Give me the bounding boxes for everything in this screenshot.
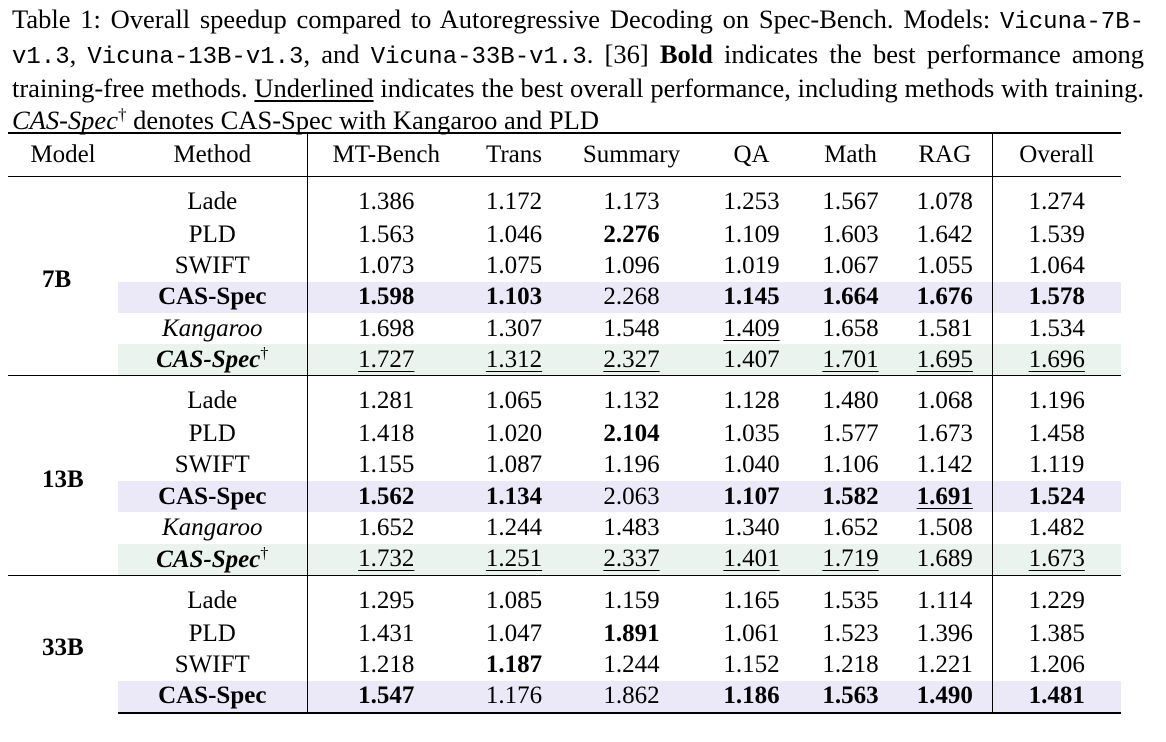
value-cell: 1.658 [822, 314, 879, 342]
table-row [8, 418, 1121, 449]
value-cell: 1.535 [803, 575, 898, 618]
value-cell: 1.159 [563, 575, 700, 618]
table-row [8, 544, 1121, 576]
table-row [8, 344, 1121, 376]
header-cell: Summary [563, 133, 700, 177]
value-cell: 1.132 [563, 376, 700, 419]
value-cell: 1.727 [307, 344, 465, 376]
value-cell: 1.862 [563, 681, 700, 713]
value-cell: 1.046 [485, 220, 543, 248]
value-cell: 1.068 [898, 376, 992, 419]
value-cell: 1.562 [307, 481, 465, 512]
value-cell: 1.035 [723, 420, 780, 448]
value-cell: 1.073 [358, 251, 415, 279]
value-cell: 1.061 [723, 619, 780, 647]
value-cell: 1.696 [992, 344, 1121, 376]
value-cell: 1.142 [898, 450, 992, 481]
value-cell: 1.065 [465, 376, 563, 419]
value-cell: 1.673 [898, 418, 992, 449]
value-cell: 1.186 [700, 681, 803, 713]
value-cell: 1.732 [307, 544, 465, 576]
value-cell: 1.582 [803, 481, 898, 512]
value-cell: 1.523 [822, 619, 879, 647]
value-cell: 1.689 [898, 544, 992, 576]
value-cell: 1.114 [898, 575, 992, 618]
value-cell: 1.176 [465, 681, 563, 713]
value-cell: 1.577 [822, 420, 879, 448]
value-cell: 2.104 [603, 420, 660, 448]
dagger-mark: † [260, 345, 269, 363]
value-cell: 1.173 [603, 188, 660, 215]
value-cell: 1.458 [1028, 420, 1085, 448]
value-cell: 1.244 [485, 514, 543, 542]
table-row [8, 481, 1121, 512]
method-name: Lade [118, 575, 307, 618]
header-cell: Model [8, 133, 118, 177]
method-name: SWIFT [118, 250, 307, 281]
table-row [8, 618, 1121, 649]
value-cell: 1.563 [358, 220, 415, 248]
header-row [8, 133, 1121, 177]
value-cell: 1.691 [898, 481, 992, 512]
value-cell: 1.107 [700, 481, 803, 512]
model-name: Vicuna-7B-v1.3 [12, 9, 1144, 71]
method-name: PLD [118, 418, 307, 449]
value-cell: 1.701 [803, 344, 898, 376]
value-cell: 1.547 [307, 681, 465, 713]
value-cell: 1.490 [898, 681, 992, 713]
value-cell: 1.155 [358, 451, 415, 479]
value-cell: 1.548 [603, 314, 660, 342]
table-row [8, 177, 1121, 220]
value-cell: 1.274 [1028, 188, 1085, 215]
header-cell: Method [118, 133, 307, 177]
value-cell: 1.719 [803, 544, 898, 576]
header-cell: Math [803, 133, 898, 177]
method-name: CAS-Spec† [118, 344, 307, 376]
value-cell: 1.598 [307, 282, 465, 313]
value-cell: 1.172 [485, 188, 543, 215]
table-row [8, 575, 1121, 618]
value-cell: 1.087 [485, 451, 543, 479]
value-cell: 1.253 [723, 188, 780, 215]
value-cell: 1.206 [1028, 650, 1085, 678]
group-7b [8, 177, 1121, 376]
method-name: SWIFT [118, 450, 307, 481]
method-name: PLD [118, 219, 307, 250]
value-cell: 1.396 [898, 618, 992, 649]
method-name: Kangaroo [118, 512, 307, 543]
value-cell: 1.409 [723, 314, 780, 342]
table-row [8, 649, 1121, 680]
value-cell: 1.152 [723, 650, 780, 678]
value-cell: 1.134 [465, 481, 563, 512]
value-cell: 1.307 [485, 314, 543, 342]
value-cell: 1.103 [465, 282, 563, 313]
value-cell: 1.312 [465, 344, 563, 376]
table-row [8, 282, 1121, 313]
value-cell: 1.055 [898, 250, 992, 281]
value-cell: 2.063 [563, 481, 700, 512]
header-cell: RAG [898, 133, 992, 177]
value-cell: 1.165 [700, 575, 803, 618]
value-cell: 1.281 [307, 376, 465, 419]
table-row [8, 313, 1121, 344]
value-cell: 1.128 [700, 376, 803, 419]
model-name: Vicuna-33B-v1.3 [370, 43, 587, 71]
value-cell: 1.218 [822, 650, 879, 678]
value-cell: 1.085 [465, 575, 563, 618]
value-cell: 1.078 [898, 177, 992, 220]
group-33b [8, 575, 1121, 712]
value-cell: 1.196 [603, 451, 660, 479]
value-cell: 1.642 [898, 219, 992, 250]
value-cell: 1.483 [603, 514, 660, 542]
value-cell: 1.652 [822, 514, 879, 542]
model-label: 13B [8, 376, 118, 575]
value-cell: 1.407 [700, 344, 803, 376]
value-cell: 1.567 [822, 188, 879, 215]
value-cell: 1.106 [822, 451, 879, 479]
value-cell: 1.218 [358, 650, 415, 678]
value-cell: 1.075 [485, 251, 543, 279]
method-name: SWIFT [118, 649, 307, 680]
value-cell: 1.480 [803, 376, 898, 419]
header-cell: QA [700, 133, 803, 177]
method-name: CAS-Spec [118, 282, 307, 313]
value-cell: 1.187 [485, 650, 543, 678]
table-caption: Table 1: Overall speedup compared to Autoregressive Decoding on Spec-Bench. Models: Vicuna-7B-v1.3, Vicuna-13B-v1.3, and Vicuna-33B-v1.3. [36] Bold indicates the best performance among training-free methods. Underlined indicates the best overall performance, including methods with training. CAS-Spec† denotes CAS-Spec with Kangaroo and PLD [12, 4, 1144, 135]
value-cell: 1.096 [603, 251, 660, 279]
table-row [8, 376, 1121, 419]
table-row [8, 219, 1121, 250]
value-cell: 1.340 [723, 514, 780, 542]
model-label: 7B [42, 266, 72, 294]
method-name: CAS-Spec [118, 481, 307, 512]
value-cell: 1.145 [700, 282, 803, 313]
value-cell: 1.109 [723, 220, 780, 248]
value-cell: 1.673 [992, 544, 1121, 576]
model-name: Vicuna-13B-v1.3 [87, 43, 304, 71]
value-cell: 1.539 [1028, 220, 1085, 248]
value-cell: 2.268 [563, 282, 700, 313]
value-cell: 1.508 [898, 512, 992, 543]
method-name: CAS-Spec [118, 681, 307, 713]
value-cell: 2.337 [563, 544, 700, 576]
value-cell: 1.229 [992, 575, 1121, 618]
value-cell: 2.276 [603, 220, 660, 248]
value-cell: 1.431 [358, 619, 415, 647]
citation: . [36] [586, 38, 660, 69]
table-row [8, 681, 1121, 713]
value-cell: 1.891 [603, 619, 660, 647]
header-cell: Trans [465, 133, 563, 177]
value-cell: 1.251 [465, 544, 563, 576]
value-cell: 1.698 [358, 314, 415, 342]
value-cell: 1.401 [700, 544, 803, 576]
method-name: Lade [118, 177, 307, 220]
method-name: PLD [118, 618, 307, 649]
method-name: Lade [118, 376, 307, 419]
value-cell: 1.695 [898, 344, 992, 376]
table-row [8, 250, 1121, 281]
value-cell: 1.244 [603, 650, 660, 678]
method-name: CAS-Spec† [118, 544, 307, 576]
method-name: Kangaroo [118, 313, 307, 344]
value-cell: 1.020 [485, 420, 543, 448]
value-cell: 1.119 [1029, 451, 1085, 479]
value-cell: 1.040 [723, 451, 780, 479]
value-cell: 1.563 [803, 681, 898, 713]
value-cell: 1.386 [358, 188, 415, 215]
value-cell: 1.482 [1028, 514, 1085, 542]
value-cell: 1.196 [992, 376, 1121, 419]
value-cell: 1.385 [1028, 619, 1085, 647]
value-cell: 1.534 [1028, 314, 1085, 342]
header-cell: MT-Bench [307, 133, 465, 177]
value-cell: 1.418 [358, 420, 415, 448]
header-cell: Overall [992, 133, 1121, 177]
dagger-mark: † [260, 544, 269, 562]
model-label: 33B [8, 575, 118, 712]
value-cell: 1.019 [723, 251, 780, 279]
value-cell: 1.664 [803, 282, 898, 313]
value-cell: 1.064 [1028, 251, 1085, 279]
value-cell: 1.578 [992, 282, 1121, 313]
value-cell: 1.603 [822, 220, 879, 248]
table-row [8, 450, 1121, 481]
group-13b [8, 376, 1121, 575]
speedup-table [8, 132, 1121, 714]
value-cell: 1.295 [307, 575, 465, 618]
value-cell: 1.652 [358, 514, 415, 542]
table-row [8, 512, 1121, 543]
value-cell: 1.047 [485, 619, 543, 647]
caption-label: Table 1: [12, 4, 101, 34]
value-cell: 1.481 [992, 681, 1121, 713]
value-cell: 1.524 [992, 481, 1121, 512]
value-cell: 1.676 [898, 282, 992, 313]
value-cell: 2.327 [563, 344, 700, 376]
value-cell: 1.581 [898, 313, 992, 344]
value-cell: 1.067 [822, 251, 879, 279]
value-cell: 1.221 [898, 649, 992, 680]
